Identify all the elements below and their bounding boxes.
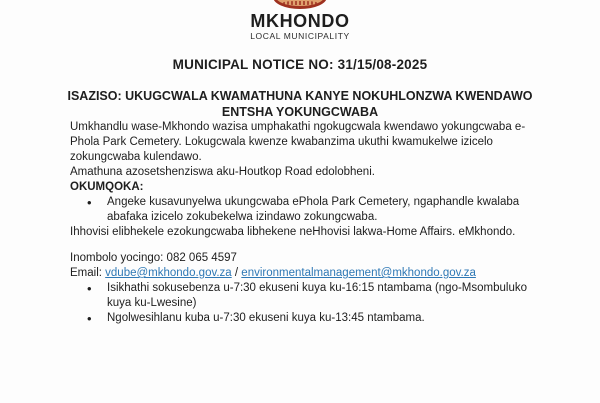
municipality-name: MKHONDO <box>250 11 350 31</box>
notice-paragraph-location: Amathuna azosetshenziswa aku-Houtkop Road edolobheni. <box>70 166 375 178</box>
email-label: Email: <box>70 267 106 279</box>
list-item: • Ngolwesihlanu kuba u-7:30 ekuseni kuya ku-13:45 ntambama. <box>70 311 528 326</box>
list-item: • Isikhathi sokusebenza u-7:30 ekuseni kuya ku-16:15 ntambama (ngo-Msombuluko kuya ku-Lwesine) <box>70 281 528 311</box>
phone-label: Inombolo yocingo: <box>70 252 167 264</box>
notice-paragraph-intro: Umkhandlu wase-Mkhondo wazisa umphakathi ngokugcwala kwendawo yokungcwaba e-Phola Park Cemetery. Lokugcwala kwenze kwabanzima ukuthi kwamukelwe izicelo zokungcwaba kulendawo. <box>70 121 526 163</box>
phone-number: 082 065 4597 <box>166 252 237 264</box>
municipality-logo <box>268 0 332 10</box>
office-info-line: Ihhovisi elibhekele ezokungcwaba libhekene neHhovisi lakwa-Home Affairs. eMkhondo. <box>70 226 516 238</box>
document-header <box>0 0 600 120</box>
crest-emblem-icon <box>273 0 327 9</box>
important-heading: OKUMQOKA: <box>70 181 144 193</box>
important-list <box>70 195 528 225</box>
contact-block <box>70 251 528 281</box>
email-separator: / <box>231 267 242 279</box>
email-link-secondary[interactable]: environmentalmanagement@mkhondo.gov.za <box>241 267 476 279</box>
office-hours-list <box>70 281 528 326</box>
email-line <box>70 266 528 281</box>
list-item: • Angeke kusavunyelwa ukungcwaba ePhola Park Cemetery, ngaphandle kwalaba abafaka izicelo zokubekelwa izindawo zokungcwaba. <box>70 195 528 225</box>
notice-number: MUNICIPAL NOTICE NO: 31/15/08-2025 <box>172 57 428 72</box>
municipality-subtitle: LOCAL MUNICIPALITY <box>250 31 350 41</box>
notice-title: ISAZISO: UKUGCWALA KWAMATHUNA KANYE NOKUHLONZWA KWENDAWO ENTSHA YOKUNGCWABA <box>67 89 533 119</box>
phone-line <box>70 251 528 266</box>
email-link-primary[interactable]: vdube@mkhondo.gov.za <box>105 267 232 279</box>
notice-body <box>0 120 600 326</box>
